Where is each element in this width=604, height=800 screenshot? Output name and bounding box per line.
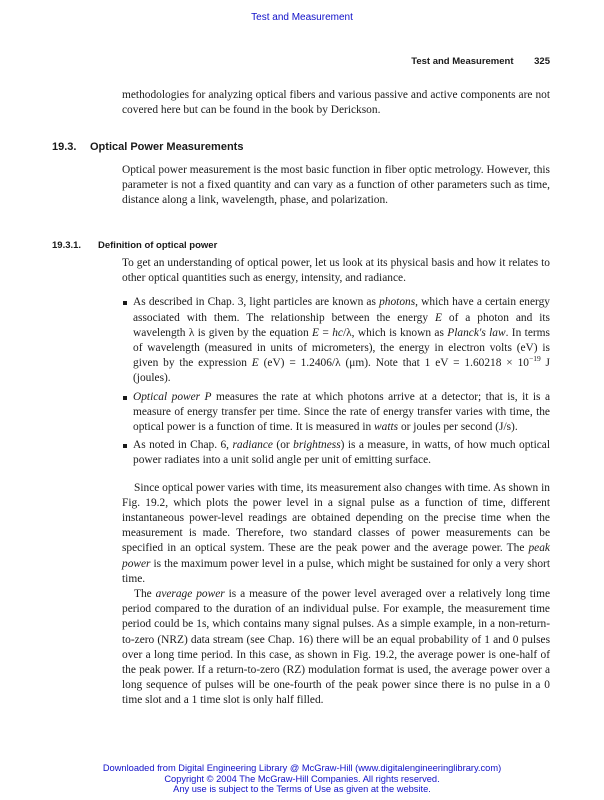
main-body xyxy=(122,256,550,709)
footer xyxy=(0,763,604,795)
section-paragraph xyxy=(122,163,550,209)
bullet-photon-energy: As described in Chap. 3, light particles are known as photons, which have a certain energy associated with them. The relationship between the energy E of a photon and its wavelength λ is given by the equation E = hc/λ, which is known as Planck's law. In terms of wavelength (measured in units of micrometers), the energy in electron volts (eV) is given by the expression E (eV) = 1.2406/λ (μm). Note that 1 eV = $1.60218 \times 10^{-19}$ J (joules). xyxy=(122,295,550,386)
peak-power-paragraph: Since optical power varies with time, its measurement also changes with time. As shown in Fig. 19.2, which plots the power level in a signal pulse as a function of time, different instantaneous power-level readings are obtained depending on the precise time when the measurement is made. Therefore, two standard classes of power measurements can be specified in an optical system. These are the peak power and the average power. The peak power is the maximum power level in a pulse, which might be sustained for only a very short time. xyxy=(122,481,550,585)
footer-download-link[interactable]: Downloaded from Digital Engineering Library @ McGraw-Hill (www.digitalengineeringlibrary.com) xyxy=(102,763,502,773)
footer-copyright: Copyright © 2004 The McGraw-Hill Companies. All rights reserved. xyxy=(164,773,440,784)
page-number: 325 xyxy=(534,56,550,67)
bullet-radiance: As noted in Chap. 6, radiance (or brightness) is a measure, in watts, of how much optical power radiates into a unit solid angle per unit of emitting surface. xyxy=(122,438,550,468)
subsection-text: To get an understanding of optical power, let us look at its physical basis and how it relates to other optical quantities such as energy, intensity, and radiance. xyxy=(122,257,550,285)
section-heading xyxy=(52,141,552,153)
footer-terms[interactable]: Any use is subject to the Terms of Use as given at the website. xyxy=(173,784,431,794)
running-head-title: Test and Measurement xyxy=(411,56,514,67)
section-text: Optical power measurement is the most basic function in fiber optic metrology. However, this parameter is not a fixed quantity and can vary as a function of other parameters such as time, distance along a link, wavelength, phase, and polarization. xyxy=(122,164,550,207)
intro-text: methodologies for analyzing optical fibers and various passive and active components are not covered here but can be found in the book by Derickson. xyxy=(122,89,550,117)
bullet-optical-power: Optical power P measures the rate at which photons arrive at a detector; that is, it is a measure of energy transfer per time. Since the rate of energy transfer varies with time, the optical power is a function of time. It is measured in watts or joules per second (J/s). xyxy=(122,390,550,436)
average-power-paragraph: The average power is a measure of the power level averaged over a relatively long time period compared to the duration of an individual pulse. For example, the measurement time period could be 1s, which contains many signal pulses. As a simple example, in a non-return-to-zero (NRZ) data stream (see Chap. 16) there will be an equal probability of 1 and 0 pulses over a long time period. In this case, as shown in Fig. 19.2, the average power is one-half of the peak power. If a return-to-zero (RZ) modulation format is used, the average power over a long sequence of pulses will be one-fourth of the peak power since there is no pulse in a 0 time slot and a 1 time slot is only half filled. xyxy=(122,588,551,707)
section-number: 19.3. xyxy=(52,141,77,153)
running-head xyxy=(411,56,550,67)
subsection-title: Definition of optical power xyxy=(98,240,218,251)
section-title: Optical Power Measurements xyxy=(90,141,244,153)
top-chapter-link[interactable]: Test and Measurement xyxy=(251,12,353,23)
subsection-number: 19.3.1. xyxy=(52,240,82,251)
bullet-list xyxy=(122,295,550,468)
subsection-heading xyxy=(52,240,552,251)
intro-paragraph xyxy=(122,88,550,118)
